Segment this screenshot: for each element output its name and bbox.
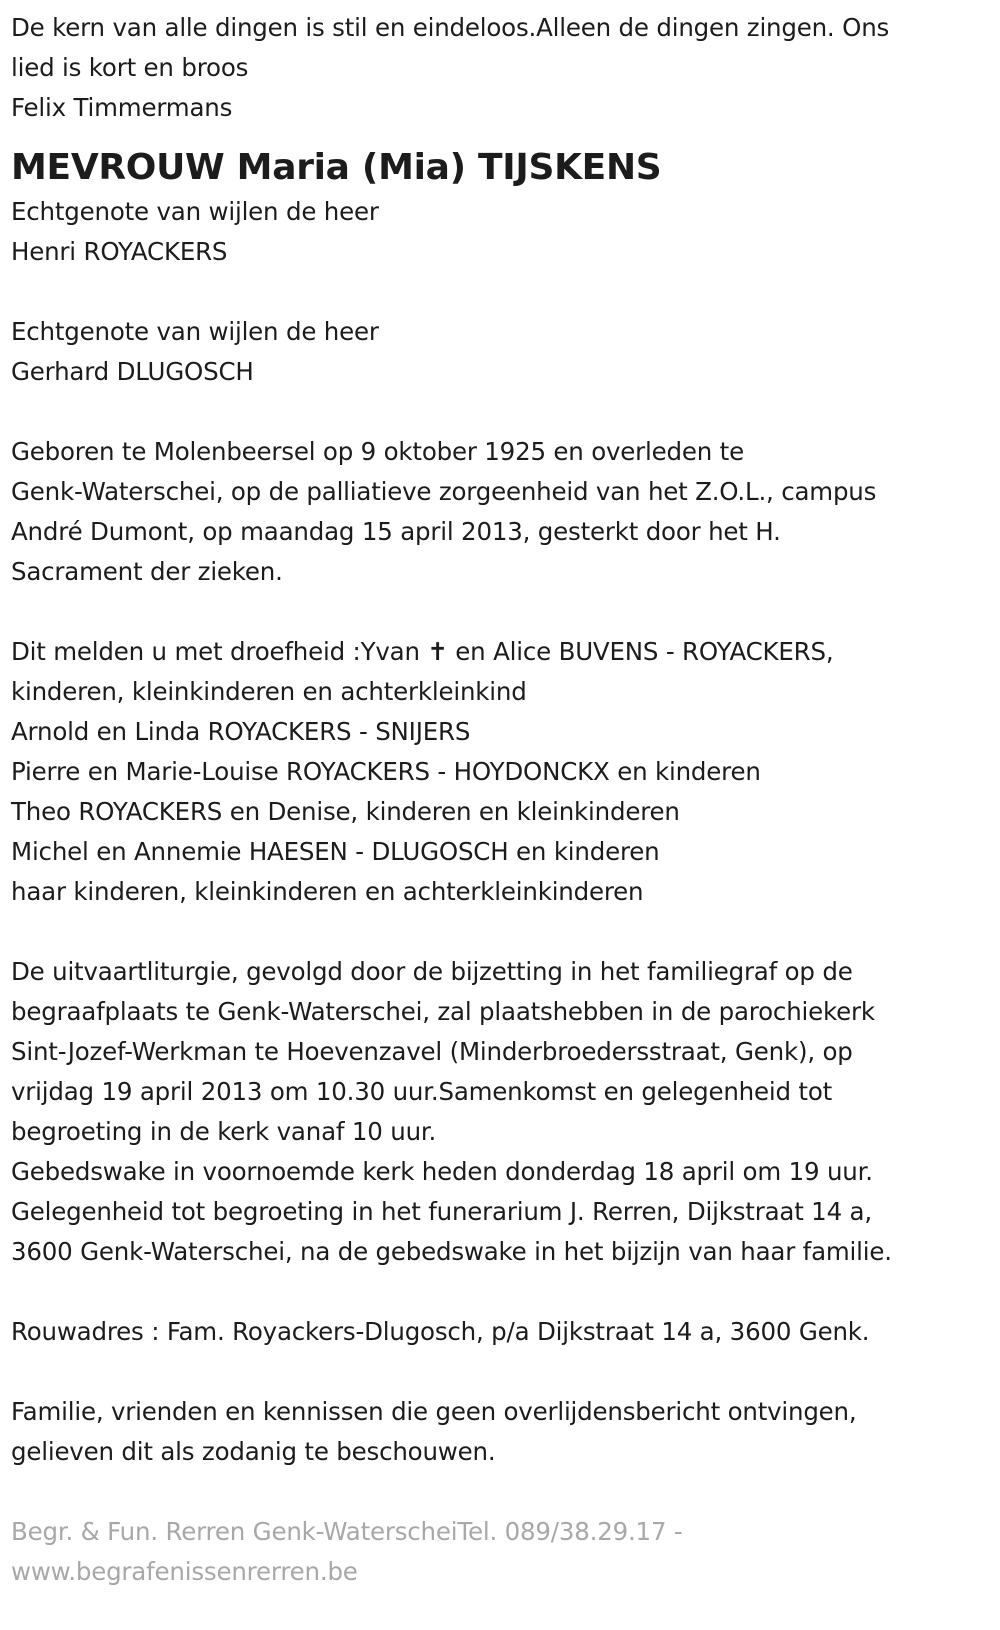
text-line: Gelegenheid tot begroeting in het funerarium J. Rerren, Dijkstraat 14 a, (11, 1197, 872, 1226)
spouse-line: Echtgenote van wijlen de heer (11, 197, 379, 226)
footer-website: www.begrafenissenrerren.be (11, 1557, 358, 1586)
quote-author: Felix Timmermans (11, 93, 233, 122)
spouse-name: Gerhard DLUGOSCH (11, 357, 254, 386)
quote-block (11, 8, 989, 128)
text-line: De uitvaartliturgie, gevolgd door de bijzetting in het familiegraf op de (11, 957, 853, 986)
text-line: Geboren te Molenbeersel op 9 oktober 1925 en overleden te (11, 437, 744, 466)
quote-line: lied is kort en broos (11, 53, 249, 82)
announcement-block (11, 632, 989, 912)
text-line: gelieven dit als zodanig te beschouwen. (11, 1437, 496, 1466)
family-line: Arnold en Linda ROYACKERS - SNIJERS (11, 717, 471, 746)
quote-line: De kern van alle dingen is stil en eindeloos.Alleen de dingen zingen. Ons (11, 13, 890, 42)
spouse-block (11, 312, 989, 392)
text-line: vrijdag 19 april 2013 om 10.30 uur.Samenkomst en gelegenheid tot (11, 1077, 833, 1106)
text-line: 3600 Genk-Waterschei, na de gebedswake in het bijzijn van haar familie. (11, 1237, 892, 1266)
text-line: Gebedswake in voornoemde kerk heden donderdag 18 april om 19 uur. (11, 1157, 873, 1186)
text-line: Rouwadres : Fam. Royackers-Dlugosch, p/a Dijkstraat 14 a, 3600 Genk. (11, 1317, 870, 1346)
deceased-name: MEVROUW Maria (Mia) TIJSKENS (11, 147, 662, 188)
text-line: begraafplaats te Genk-Waterschei, zal plaatshebben in de parochiekerk (11, 997, 875, 1026)
text-line: Sint-Jozef-Werkman te Hoevenzavel (Minderbroedersstraat, Genk), op (11, 1037, 853, 1066)
family-line: kinderen, kleinkinderen en achterkleinkind (11, 677, 527, 706)
spouse-block (11, 192, 989, 272)
notice-block (11, 1392, 989, 1472)
family-line: Michel en Annemie HAESEN - DLUGOSCH en kinderen (11, 837, 660, 866)
text-line: André Dumont, op maandag 15 april 2013, gesterkt door het H. (11, 517, 781, 546)
family-line: haar kinderen, kleinkinderen en achterkleinkinderen (11, 877, 644, 906)
text-line: begroeting in de kerk vanaf 10 uur. (11, 1117, 437, 1146)
family-line: Theo ROYACKERS en Denise, kinderen en kleinkinderen (11, 797, 680, 826)
funeral-home-footer (11, 1512, 989, 1592)
spouse-line: Echtgenote van wijlen de heer (11, 317, 379, 346)
birth-death-block (11, 432, 989, 592)
family-line: Pierre en Marie-Louise ROYACKERS - HOYDONCKX en kinderen (11, 757, 761, 786)
family-line: Dit melden u met droefheid :Yvan ✝ en Alice BUVENS - ROYACKERS, (11, 637, 834, 666)
spouse-name: Henri ROYACKERS (11, 237, 228, 266)
text-line: Familie, vrienden en kennissen die geen overlijdensbericht ontvingen, (11, 1397, 857, 1426)
text-line: Sacrament der zieken. (11, 557, 283, 586)
text-line: Genk-Waterschei, op de palliatieve zorgeenheid van het Z.O.L., campus (11, 477, 877, 506)
footer-line: Begr. & Fun. Rerren Genk-WaterscheiTel. 089/38.29.17 - (11, 1517, 683, 1546)
mourning-address (11, 1312, 989, 1352)
funeral-block (11, 952, 989, 1272)
